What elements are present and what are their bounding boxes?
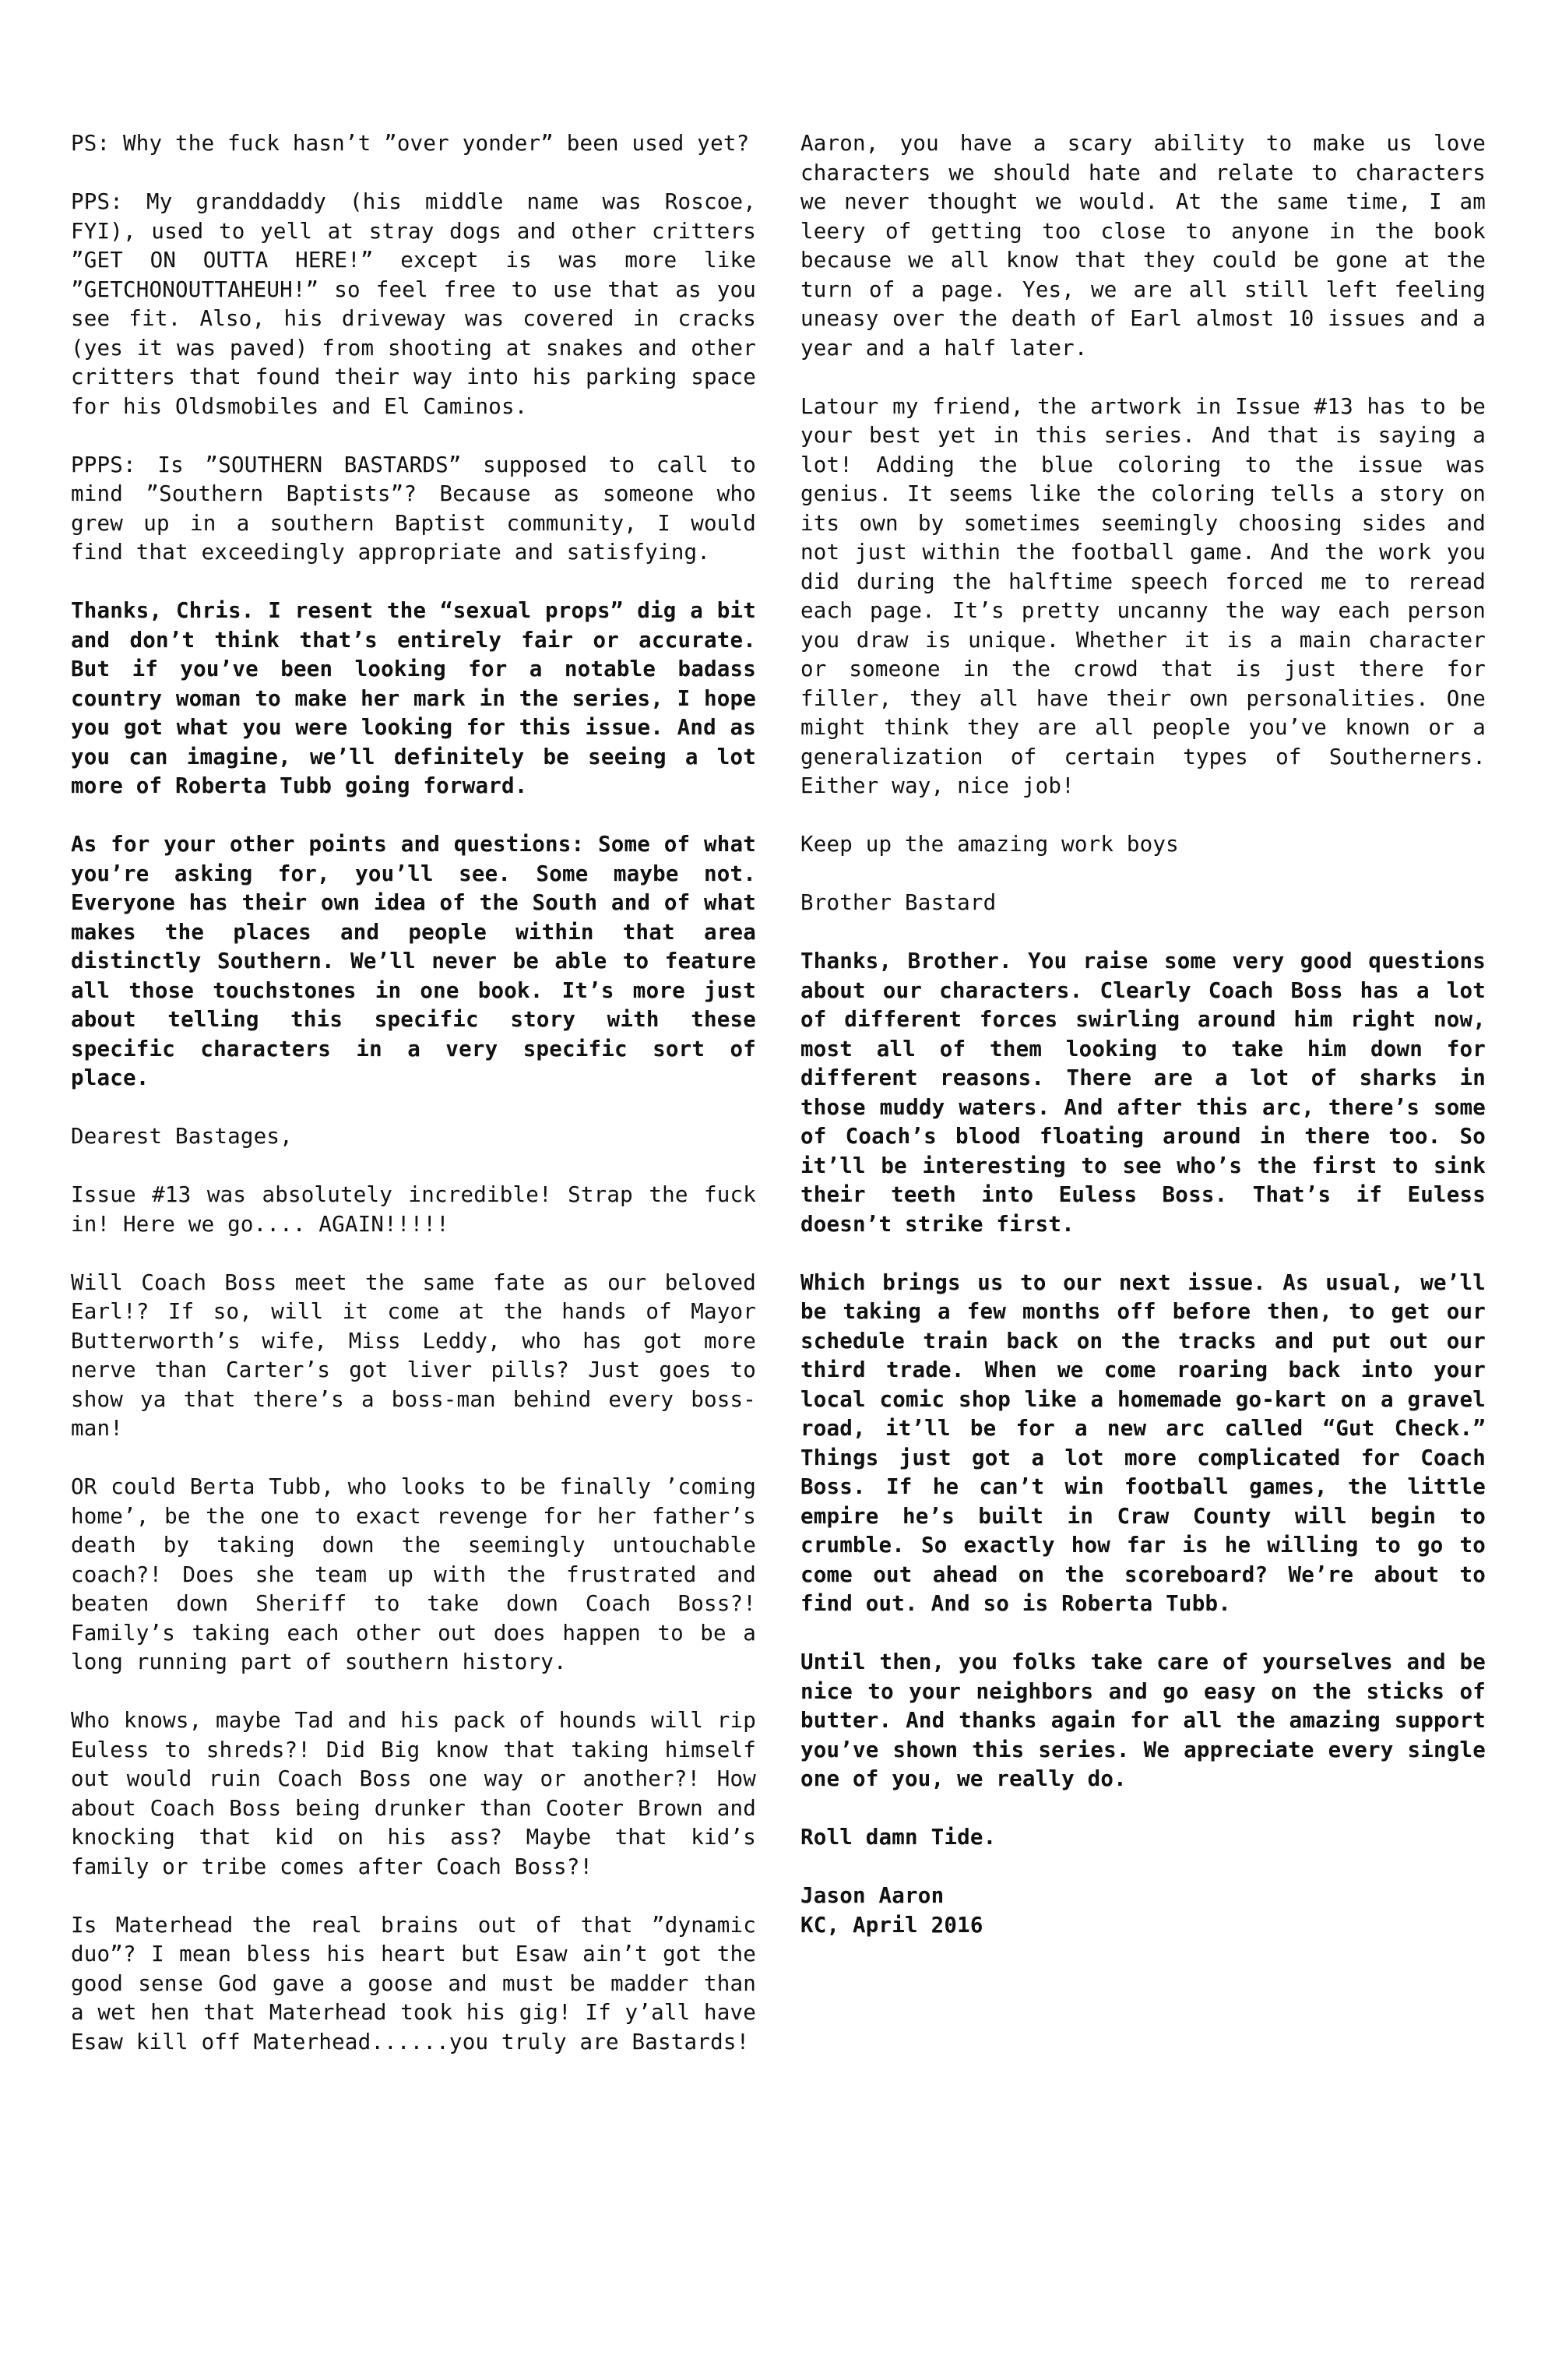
ps-paragraph: PS: Why the fuck hasn’t ”over yonder” been used yet? <box>71 131 750 156</box>
ppps-paragraph: PPPS: Is ”SOUTHERN BASTARDS” supposed to call to mind ”Southern Baptists”? Because as someone who grew up in a southern Baptist community, I would find that exceedingly appropriate and satisfying. <box>71 452 756 565</box>
reply-paragraph: Until then, you folks take care of yourselves and be nice to your neighbors and go easy on the sticks of butter. And thanks again for all the amazing support you’ve shown this series. We appreciate every single one of you, we really do. <box>800 1649 1486 1791</box>
author-location-date: KC, April 2016 <box>800 1912 983 1938</box>
letter-paragraph: Issue #13 was absolutely incredible! Strap the fuck in! Here we go.... AGAIN!!!!! <box>71 1182 756 1237</box>
letter-signature: Brother Bastard <box>800 890 997 915</box>
sign-off: Roll damn Tide. <box>800 1825 997 1850</box>
right-column <box>800 129 1486 1970</box>
author-name: Jason Aaron <box>800 1883 945 1908</box>
reply-paragraph: Thanks, Chris. I resent the “sexual props” dig a bit and don’t think that’s entirely fair or accurate. But if you’ve been looking for a notable badass country woman to make her mark in the series, I hope you got what you were looking for this issue. And as you can imagine, we’ll definitely be seeing a lot more of Roberta Tubb going forward. <box>71 598 756 798</box>
letter-paragraph: Latour my friend, the artwork in Issue #13 has to be your best yet in this series. And that is saying a lot! Adding the blue coloring to the issue was genius. It seems like the coloring tells a story on its own by sometimes seemingly choosing sides and not just within the football game. And the work you did during the halftime speech forced me to reread each page. It’s pretty uncanny the way each person you draw is unique. Whether it is a main character or someone in the crowd that is just there for filler, they all have their own personalities. One might think they are all people you’ve known or a generalization of certain types of Southerners. Either way, nice job! <box>800 393 1486 798</box>
letter-salutation: Dearest Bastages, <box>71 1124 293 1149</box>
reply-paragraph: Which brings us to our next issue. As usual, we’ll be taking a few months off before then, to get our schedule train back on the tracks and put out our third trade. When we come roaring back into your local comic shop like a homemade go-kart on a gravel road, it’ll be for a new arc called “Gut Check.” Things just got a lot more complicated for Coach Boss. If he can’t win football games, the little empire he’s built in Craw County will begin to crumble. So exactly how far is he willing to go to come out ahead on the scoreboard? We’re about to find out. And so is Roberta Tubb. <box>800 1269 1486 1616</box>
letter-paragraph: Will Coach Boss meet the same fate as our beloved Earl!? If so, will it come at the hands of Mayor Butterworth’s wife, Miss Leddy, who has got more nerve than Carter’s got liver pills? Just goes to show ya that there’s a boss-man behind every boss-man! <box>71 1269 756 1441</box>
reply-paragraph: Thanks, Brother. You raise some very good questions about our characters. Clearly Coach Boss has a lot of different forces swirling around him right now, most all of them looking to take him down for different reasons. There are a lot of sharks in those muddy waters. And after this arc, there’s some of Coach’s blood floating around in there too. So it’ll be interesting to see who’s the first to sink their teeth into Euless Boss. That’s if Euless doesn’t strike first. <box>800 949 1486 1237</box>
pps-paragraph: PPS: My granddaddy (his middle name was Roscoe, FYI), used to yell at stray dogs and other critters ”GET ON OUTTA HERE!” except is was more like ”GETCHONOUTTAHEUH!” so feel free to use that as you see fit. Also, his driveway was covered in cracks (yes it was paved) from shooting at snakes and other critters that found their way into his parking space for his Oldsmobiles and El Caminos. <box>71 189 756 419</box>
letter-paragraph: OR could Berta Tubb, who looks to be finally ’coming home’, be the one to exact revenge for her father’s death by taking down the seemingly untouchable coach?! Does she team up with the frustrated and beaten down Sheriff to take down Coach Boss?! Family’s taking each other out does happen to be a long running part of southern history. <box>71 1474 756 1674</box>
letter-closing: Keep up the amazing work boys <box>800 832 1179 857</box>
letter-paragraph: Aaron, you have a scary ability to make us love characters we should hate and relate to characters we never thought we would. At the same time, I am leery of getting too close to anyone in the book because we all know that they could be gone at the turn of a page. Yes, we are all still left feeling uneasy over the death of Earl almost 10 issues and a year and a half later. <box>800 131 1486 361</box>
letter-paragraph: Is Materhead the real brains out of that ”dynamic duo”? I mean bless his heart but Esaw ain’t got the good sense God gave a goose and must be madder than a wet hen that Materhead took his gig! If y’all have Esaw kill off Materhead......you truly are Bastards! <box>71 1912 756 2054</box>
letter-paragraph: Who knows, maybe Tad and his pack of hounds will rip Euless to shreds?! Did Big know that taking himself out would ruin Coach Boss one way or another?! How about Coach Boss being drunker than Cooter Brown and knocking that kid on his ass? Maybe that kid’s family or tribe comes after Coach Boss?! <box>71 1708 756 1879</box>
left-column <box>71 129 756 2086</box>
reply-paragraph: As for your other points and questions: Some of what you’re asking for, you’ll see. Some maybe not. Everyone has their own idea of the South and of what makes the places and people within that area distinctly Southern. We’ll never be able to feature all those touchstones in one book. It’s more just about telling this specific story with these specific characters in a very specific sort of place. <box>71 832 756 1090</box>
